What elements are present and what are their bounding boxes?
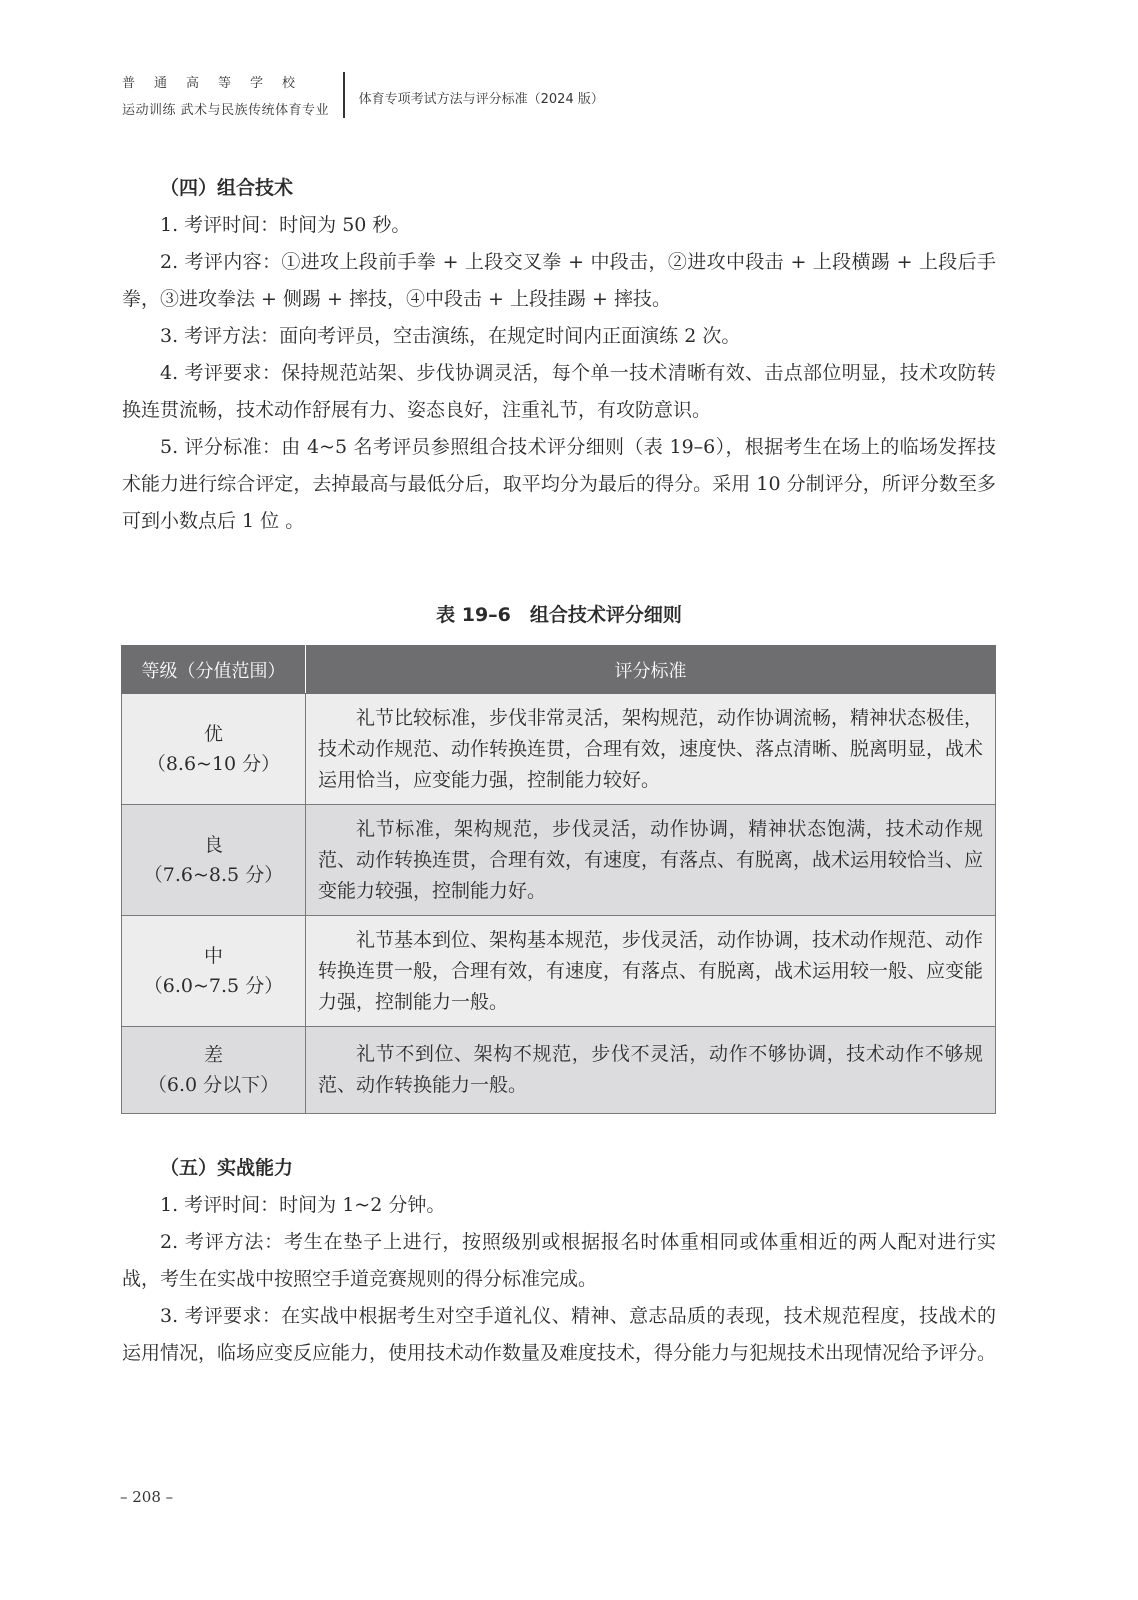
running-header	[122, 72, 604, 118]
grade-label: 差	[203, 1044, 223, 1066]
header-left-block	[122, 72, 343, 118]
table-header-standard: 评分标准	[306, 646, 996, 694]
section-4-paragraph: 5. 评分标准：由 4~5 名考评员参照组合技术评分细则（表 19–6），根据考生在场上的临场发挥技术能力进行综合评定，去掉最高与最低分后，取平均分为最后的得分。采用 10 分制评分，所评分数至多可到小数点后 1 位 。	[122, 436, 996, 532]
header-book-title: 体育专项考试方法与评分标准（2024 版）	[358, 92, 604, 107]
table-row	[122, 805, 996, 916]
grade-label: 良	[203, 834, 223, 856]
table-row	[122, 694, 996, 805]
grade-cell	[122, 805, 306, 916]
table-row	[122, 916, 996, 1027]
grade-label: 优	[203, 723, 223, 745]
section-5-paragraph: 1. 考评时间：时间为 1~2 分钟。	[160, 1194, 446, 1216]
section-5-paragraph: 3. 考评要求：在实战中根据考生对空手道礼仪、精神、意志品质的表现，技术规范程度，技战术的运用情况，临场应变反应能力，使用技术动作数量及难度技术，得分能力与犯规技术出现情况给予评分。	[122, 1305, 997, 1364]
section-4-paragraph: 1. 考评时间：时间为 50 秒。	[160, 214, 411, 236]
grade-cell	[122, 694, 306, 805]
section-4-paragraph: 2. 考评内容：①进攻上段前手拳 + 上段交叉拳 + 中段击，②进攻中段击 + 上段横踢 + 上段后手拳，③进攻拳法 + 侧踢 + 摔技，④中段击 + 上段挂踢 + 摔技。	[122, 251, 996, 310]
section-5	[122, 1150, 996, 1372]
grade-cell	[122, 1027, 306, 1114]
section-4	[122, 170, 996, 540]
section-5-paragraph: 2. 考评方法：考生在垫子上进行，按照级别或根据报名时体重相同或体重相近的两人配对进行实战，考生在实战中按照空手道竞赛规则的得分标准完成。	[122, 1231, 996, 1290]
grade-range: （7.6~8.5 分）	[143, 864, 284, 886]
grade-cell	[122, 916, 306, 1027]
page-number: – 208 –	[120, 1488, 174, 1506]
table-caption: 表 19–6 组合技术评分细则	[436, 604, 682, 626]
section-5-title: （五）实战能力	[160, 1157, 294, 1179]
standard-cell: 礼节标准，架构规范，步伐灵活，动作协调，精神状态饱满，技术动作规范、动作转换连贯，合理有效，有速度，有落点、有脱离，战术运用较恰当、应变能力较强，控制能力好。	[306, 805, 996, 916]
standard-cell: 礼节基本到位、架构基本规范，步伐灵活，动作协调，技术动作规范、动作转换连贯一般，合理有效，有速度，有落点、有脱离，战术运用较一般、应变能力强，控制能力一般。	[306, 916, 996, 1027]
grade-range: （6.0~7.5 分）	[143, 975, 284, 997]
scoring-table	[121, 645, 996, 1114]
grade-range: （6.0 分以下）	[147, 1074, 280, 1096]
standard-cell: 礼节不到位、架构不规范，步伐不灵活，动作不够协调，技术动作不够规范、动作转换能力一般。	[306, 1027, 996, 1114]
section-4-paragraph: 3. 考评方法：面向考评员，空击演练，在规定时间内正面演练 2 次。	[160, 325, 741, 347]
grade-range: （8.6~10 分）	[146, 753, 281, 775]
grade-label: 中	[203, 945, 223, 967]
header-school: 普通高等学校	[122, 76, 315, 91]
section-4-paragraph: 4. 考评要求：保持规范站架、步伐协调灵活，每个单一技术清晰有效、击点部位明显，技术攻防转换连贯流畅，技术动作舒展有力、姿态良好，注重礼节，有攻防意识。	[122, 362, 996, 421]
header-major: 运动训练 武术与民族传统体育专业	[122, 103, 330, 118]
table-header-row	[122, 646, 996, 694]
table-header-grade: 等级（分值范围）	[122, 646, 306, 694]
standard-cell: 礼节比较标准，步伐非常灵活，架构规范，动作协调流畅，精神状态极佳，技术动作规范、动作转换连贯，合理有效，速度快、落点清晰、脱离明显，战术运用恰当，应变能力强，控制能力较好。	[306, 694, 996, 805]
section-4-title: （四）组合技术	[160, 177, 294, 199]
table-row	[122, 1027, 996, 1114]
